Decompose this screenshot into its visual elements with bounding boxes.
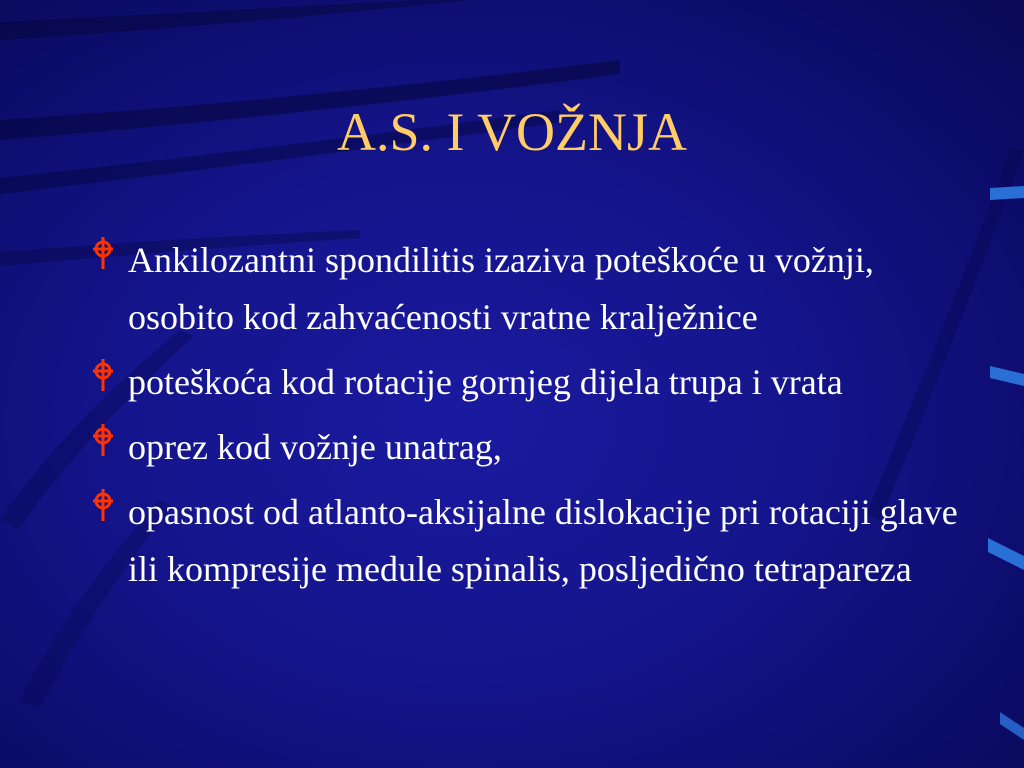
bullet-text: poteškoća kod rotacije gornjeg dijela trupa i vrata <box>128 362 843 402</box>
bullet-text: opasnost od atlanto-aksijalne dislokacije pri rotaciji glave ili kompresije medule spinalis, posljedično tetrapareza <box>128 492 958 589</box>
cross-in-circle-icon <box>90 236 116 270</box>
bullet-item <box>88 484 968 598</box>
cross-in-circle-icon <box>90 488 116 522</box>
bullet-text: oprez kod vožnje unatrag, <box>128 427 502 467</box>
bullet-item <box>88 419 968 476</box>
bullet-item <box>88 232 968 346</box>
bullet-item <box>88 354 968 411</box>
bullet-text: Ankilozantni spondilitis izaziva poteškoće u vožnji, osobito kod zahvaćenosti vratne kralježnice <box>128 240 874 337</box>
slide-title: A.S. I VOŽNJA <box>336 102 688 162</box>
cross-in-circle-icon <box>90 423 116 457</box>
bullet-list <box>88 232 968 606</box>
cross-in-circle-icon <box>90 358 116 392</box>
